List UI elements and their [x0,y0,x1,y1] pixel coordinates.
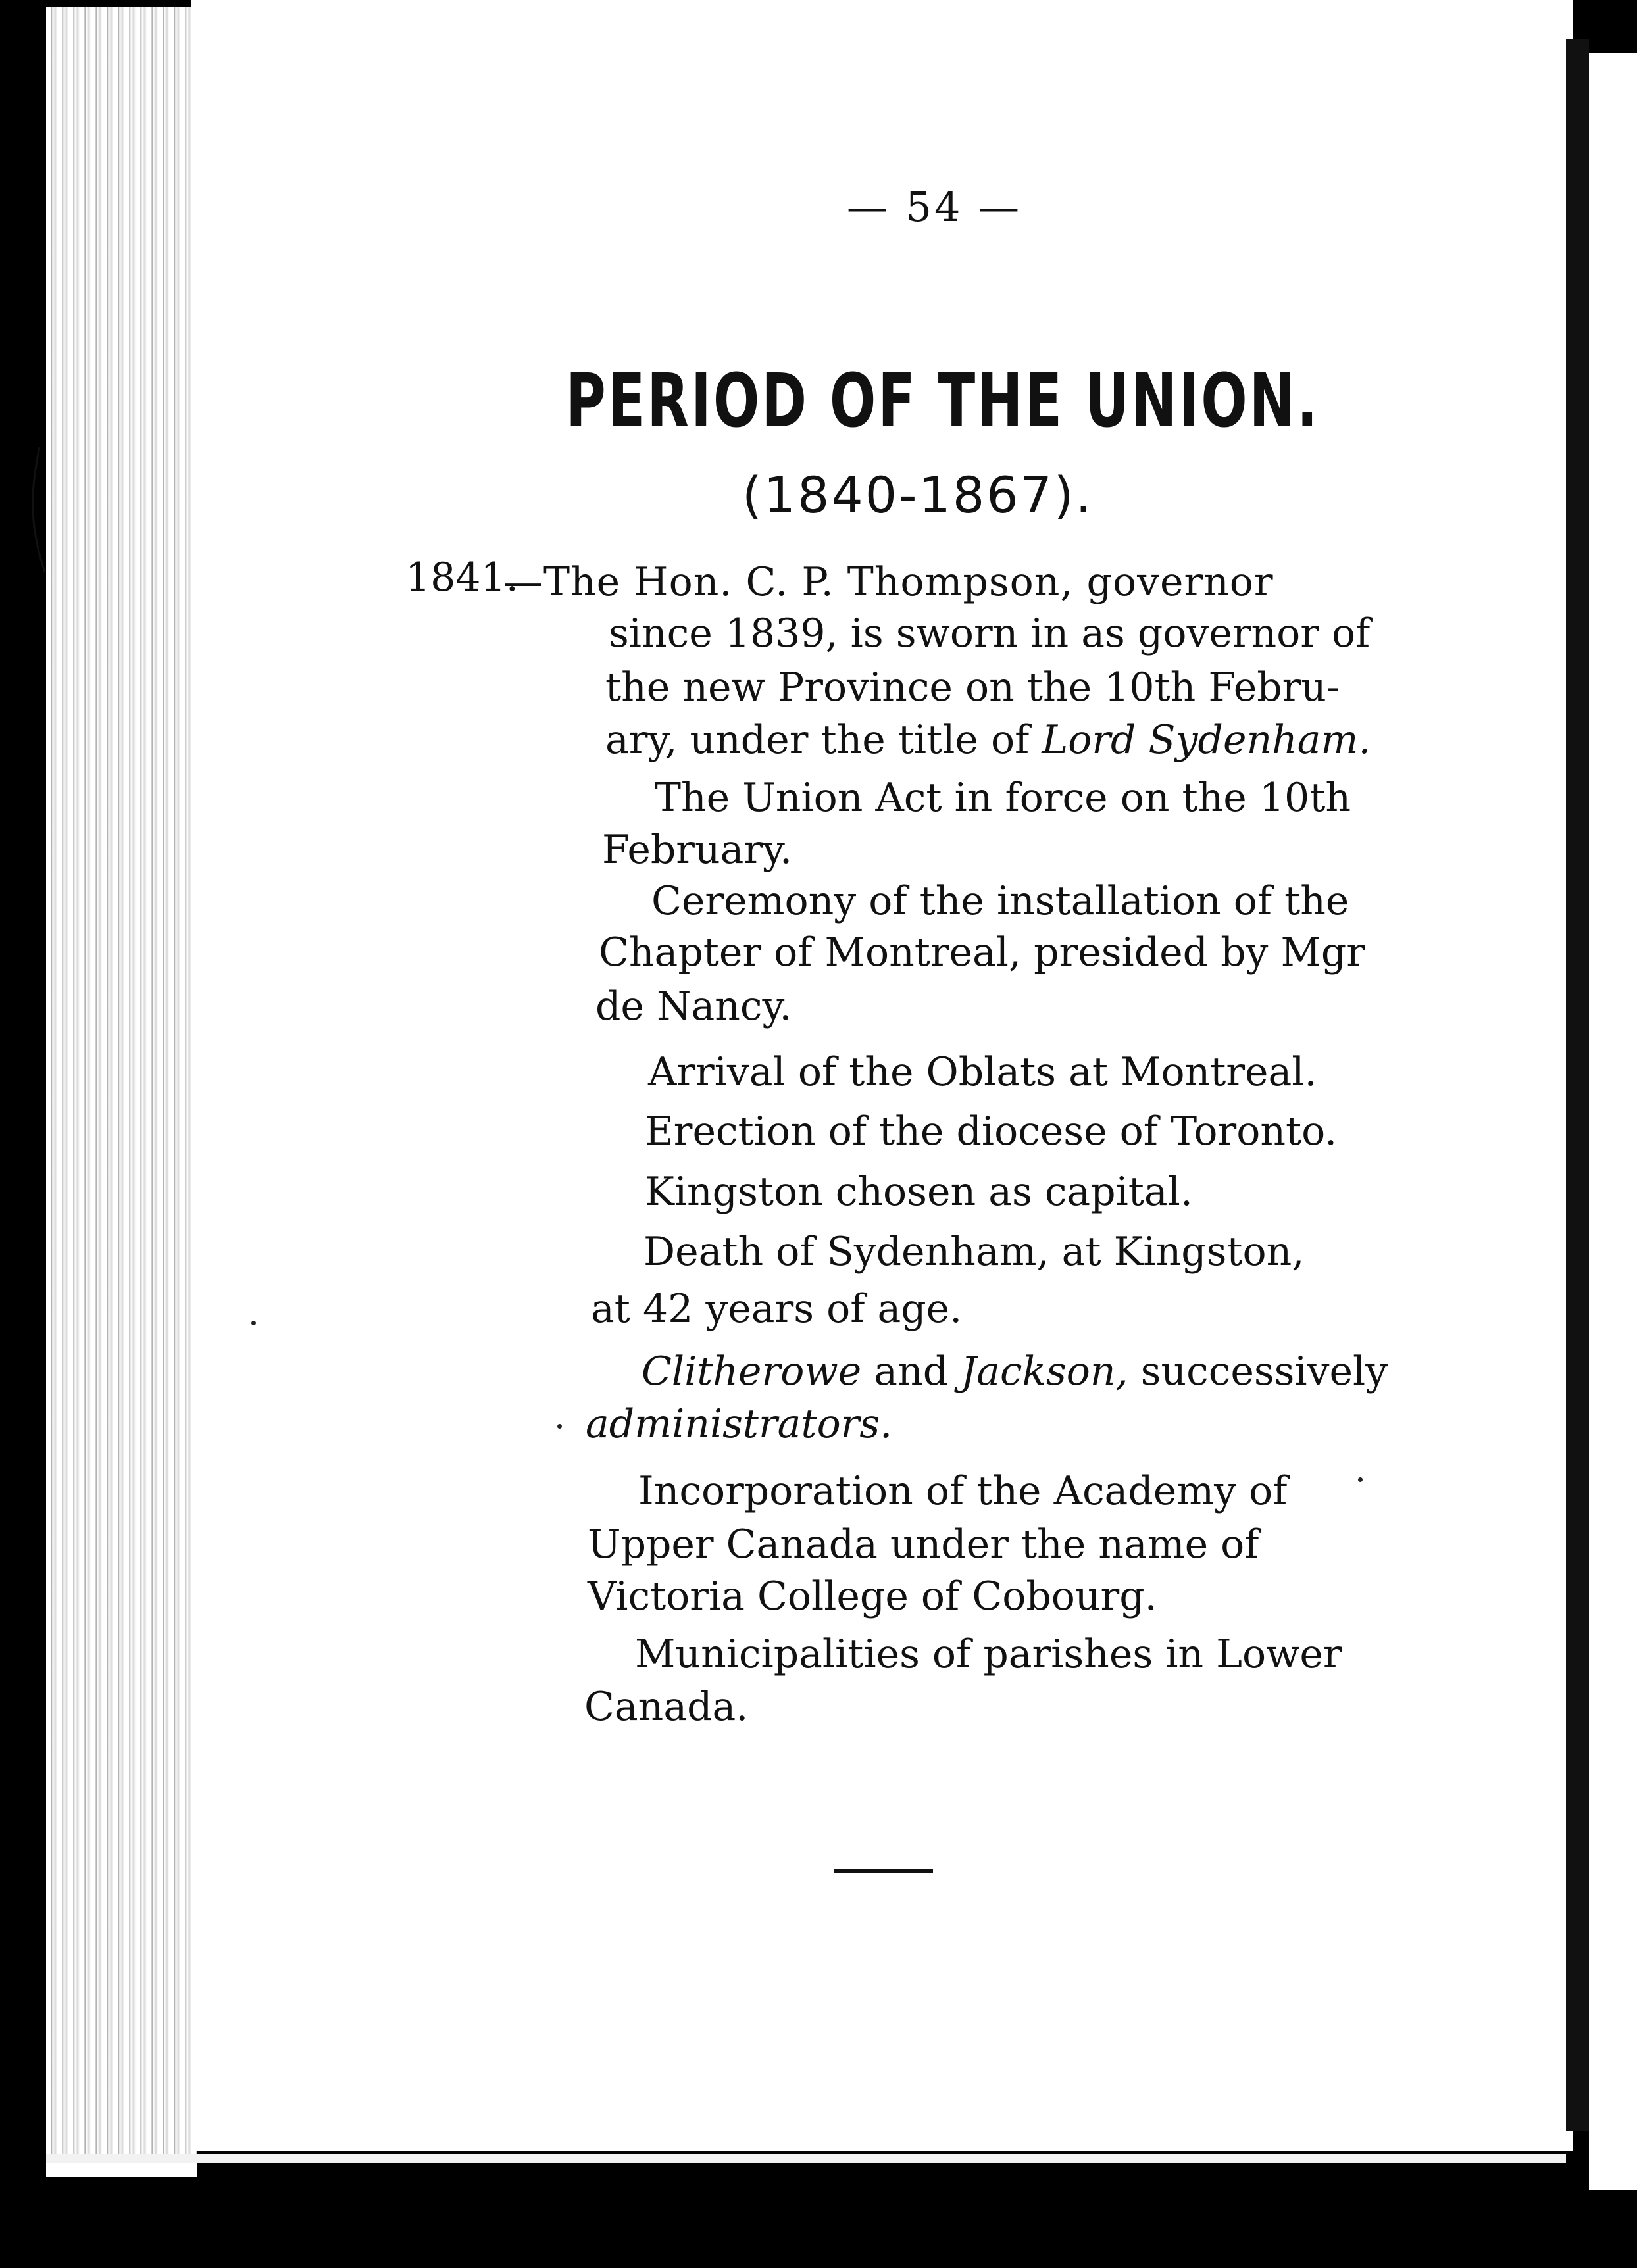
page-bottom-edge [46,2154,1566,2163]
text-line: Municipalities of parishes in Lower [635,1631,1342,1677]
text-line [586,1401,893,1447]
text-line: Upper Canada under the name of [588,1521,1259,1567]
text-line: —The Hon. C. P. Thompson, governor [503,559,1274,605]
text-run: successively [1128,1348,1388,1394]
text-line: Erection of the diocese of Toronto. [645,1108,1338,1154]
text-run-italic: Jackson, [961,1348,1128,1394]
page-number: — 54 — [846,183,1022,231]
text-line: Arrival of the Oblats at Montreal. [648,1049,1317,1095]
speck-mark [1358,1477,1363,1482]
text-line: since 1839, is sworn in as governor of [609,610,1371,656]
facing-page-edge [1589,53,1637,2190]
period-dates: (1840-1867). [742,466,1094,524]
speck-mark [251,1321,256,1325]
text-line: Death of Sydenham, at Kingston, [643,1229,1305,1275]
text-line [605,717,1371,763]
text-run: ary, under the title of [605,717,1042,763]
text-line: Canada. [584,1684,749,1730]
text-line [642,1348,1388,1394]
text-line: Chapter of Montreal, presided by Mgr [599,929,1365,975]
speck-mark [557,1424,562,1429]
text-line: the new Province on the 10th Febru- [605,664,1340,710]
text-line: The Union Act in force on the 10th [655,775,1351,821]
text-line: February. [602,827,793,873]
text-line: Ceremony of the installation of the [651,878,1349,924]
text-line: Kingston chosen as capital. [645,1169,1193,1215]
text-line: Incorporation of the Academy of [638,1468,1288,1514]
text-run-italic: Lord Sydenham. [1042,717,1371,763]
margin-mark [25,447,51,579]
text-run-italic: Clitherowe [642,1348,862,1394]
page-stack-edges [46,7,197,2177]
binding-gap [1566,39,1589,2131]
entry-year: 1841. [405,555,518,601]
text-line: Victoria College of Cobourg. [588,1573,1157,1619]
text-line: de Nancy. [595,983,792,1029]
text-run-italic: administrators. [586,1401,893,1447]
end-rule [834,1869,933,1873]
text-run: and [861,1348,961,1394]
page-title: PERIOD OF THE UNION. [566,358,1320,444]
text-line: at 42 years of age. [591,1286,963,1332]
